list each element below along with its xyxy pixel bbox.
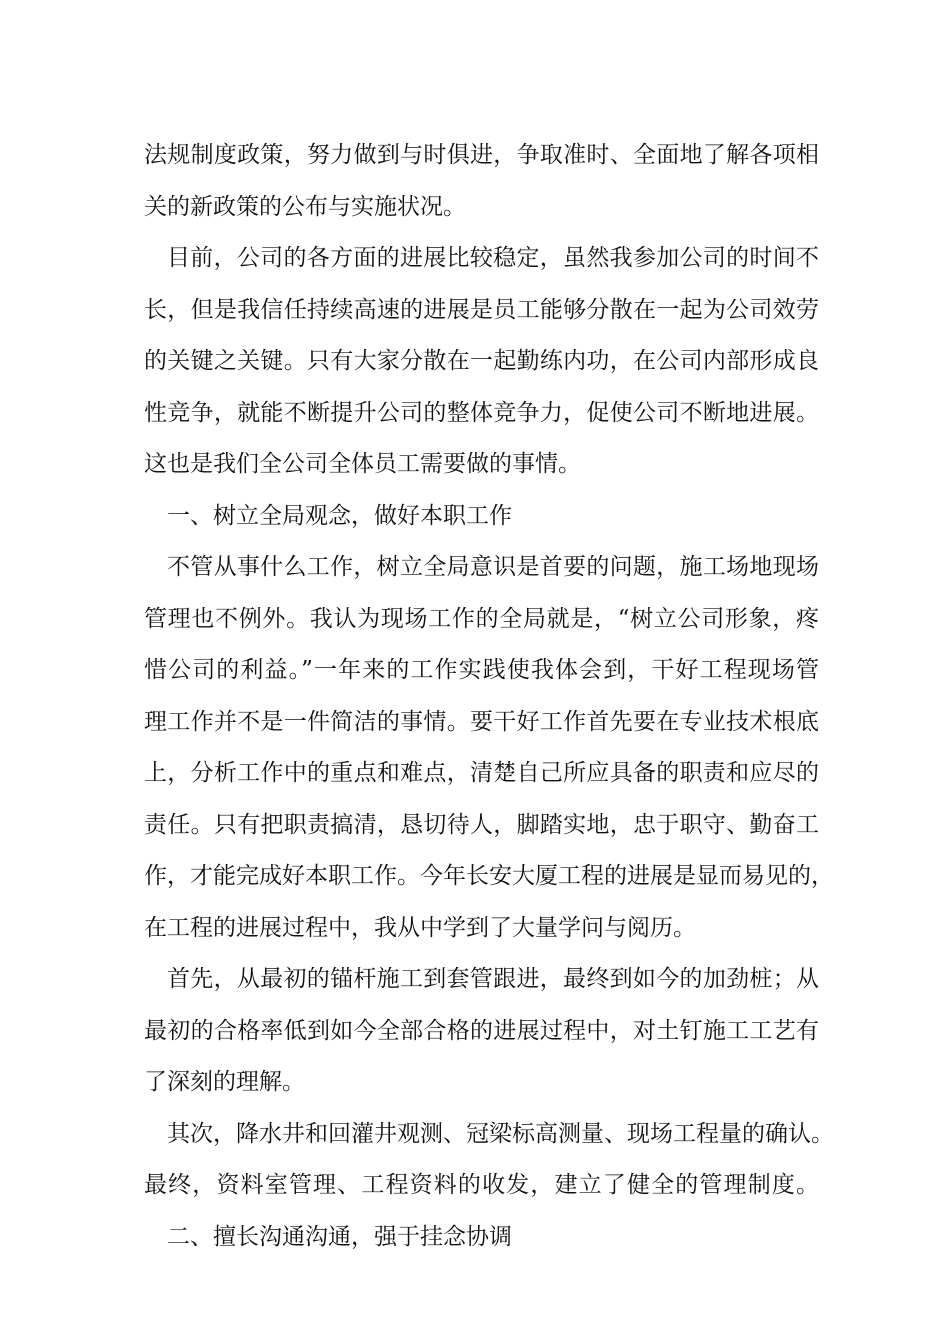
text-line: 法规制度政策，努力做到与时俱进，争取准时、全面地了解各项相 [144,142,819,168]
text-line: 首先，从最初的锚杆施工到套管跟进，最终到如今的加劲桩；从 [167,966,819,992]
text-line: 二、擅长沟通沟通，强于挂念协调 [167,1223,512,1250]
text-line: 上，分析工作中的重点和难点，清楚自己所应具备的职责和应尽的 [144,760,819,786]
text-line: 关的新政策的公布与实施状况。 [144,193,466,220]
text-line: 一、树立全局观念，做好本职工作 [167,502,512,529]
text-line: 这也是我们全公司全体员工需要做的事情。 [144,451,581,477]
text-line: 作，才能完成好本职工作。今年长安大厦工程的进展是显而易见的， [144,863,834,889]
text-line: 其次，降水井和回灌井观测、冠梁标高测量、现场工程量的确认。 [167,1120,834,1147]
text-line: 责任。只有把职责搞清，恳切待人，脚踏实地，忠于职守、勤奋工 [144,811,819,838]
text-line: 长，但是我信任持续高速的进展是员工能够分散在一起为公司效劳 [144,296,819,323]
text-line: 性竞争，就能不断提升公司的整体竞争力，促使公司不断地进展。 [144,399,819,426]
text-line: 最初的合格率低到如今全部合格的进展过程中，对土钉施工工艺有 [144,1017,819,1044]
text-line: 了深刻的理解。 [144,1069,305,1095]
text-line: 不管从事什么工作，树立全局意识是首要的问题，施工场地现场 [167,554,819,580]
text-line: 的关键之关键。只有大家分散在一起勤练内功，在公司内部形成良 [144,348,819,374]
text-line: 目前，公司的各方面的进展比较稳定，虽然我参加公司的时间不 [167,245,819,271]
text-line: 理工作并不是一件简洁的事情。要干好工作首先要在专业技术根底 [144,708,819,735]
text-line: 最终，资料室管理、工程资料的收发，建立了健全的管理制度。 [144,1172,819,1198]
text-line: 管理也不例外。我认为现场工作的全局就是，“树立公司形象，疼 [144,605,819,632]
text-line: 在工程的进展过程中，我从中学到了大量学问与阅历。 [144,914,696,941]
text-line: 惜公司的利益。”一年来的工作实践使我体会到，干好工程现场管 [144,657,819,683]
document-body [144,130,834,1263]
